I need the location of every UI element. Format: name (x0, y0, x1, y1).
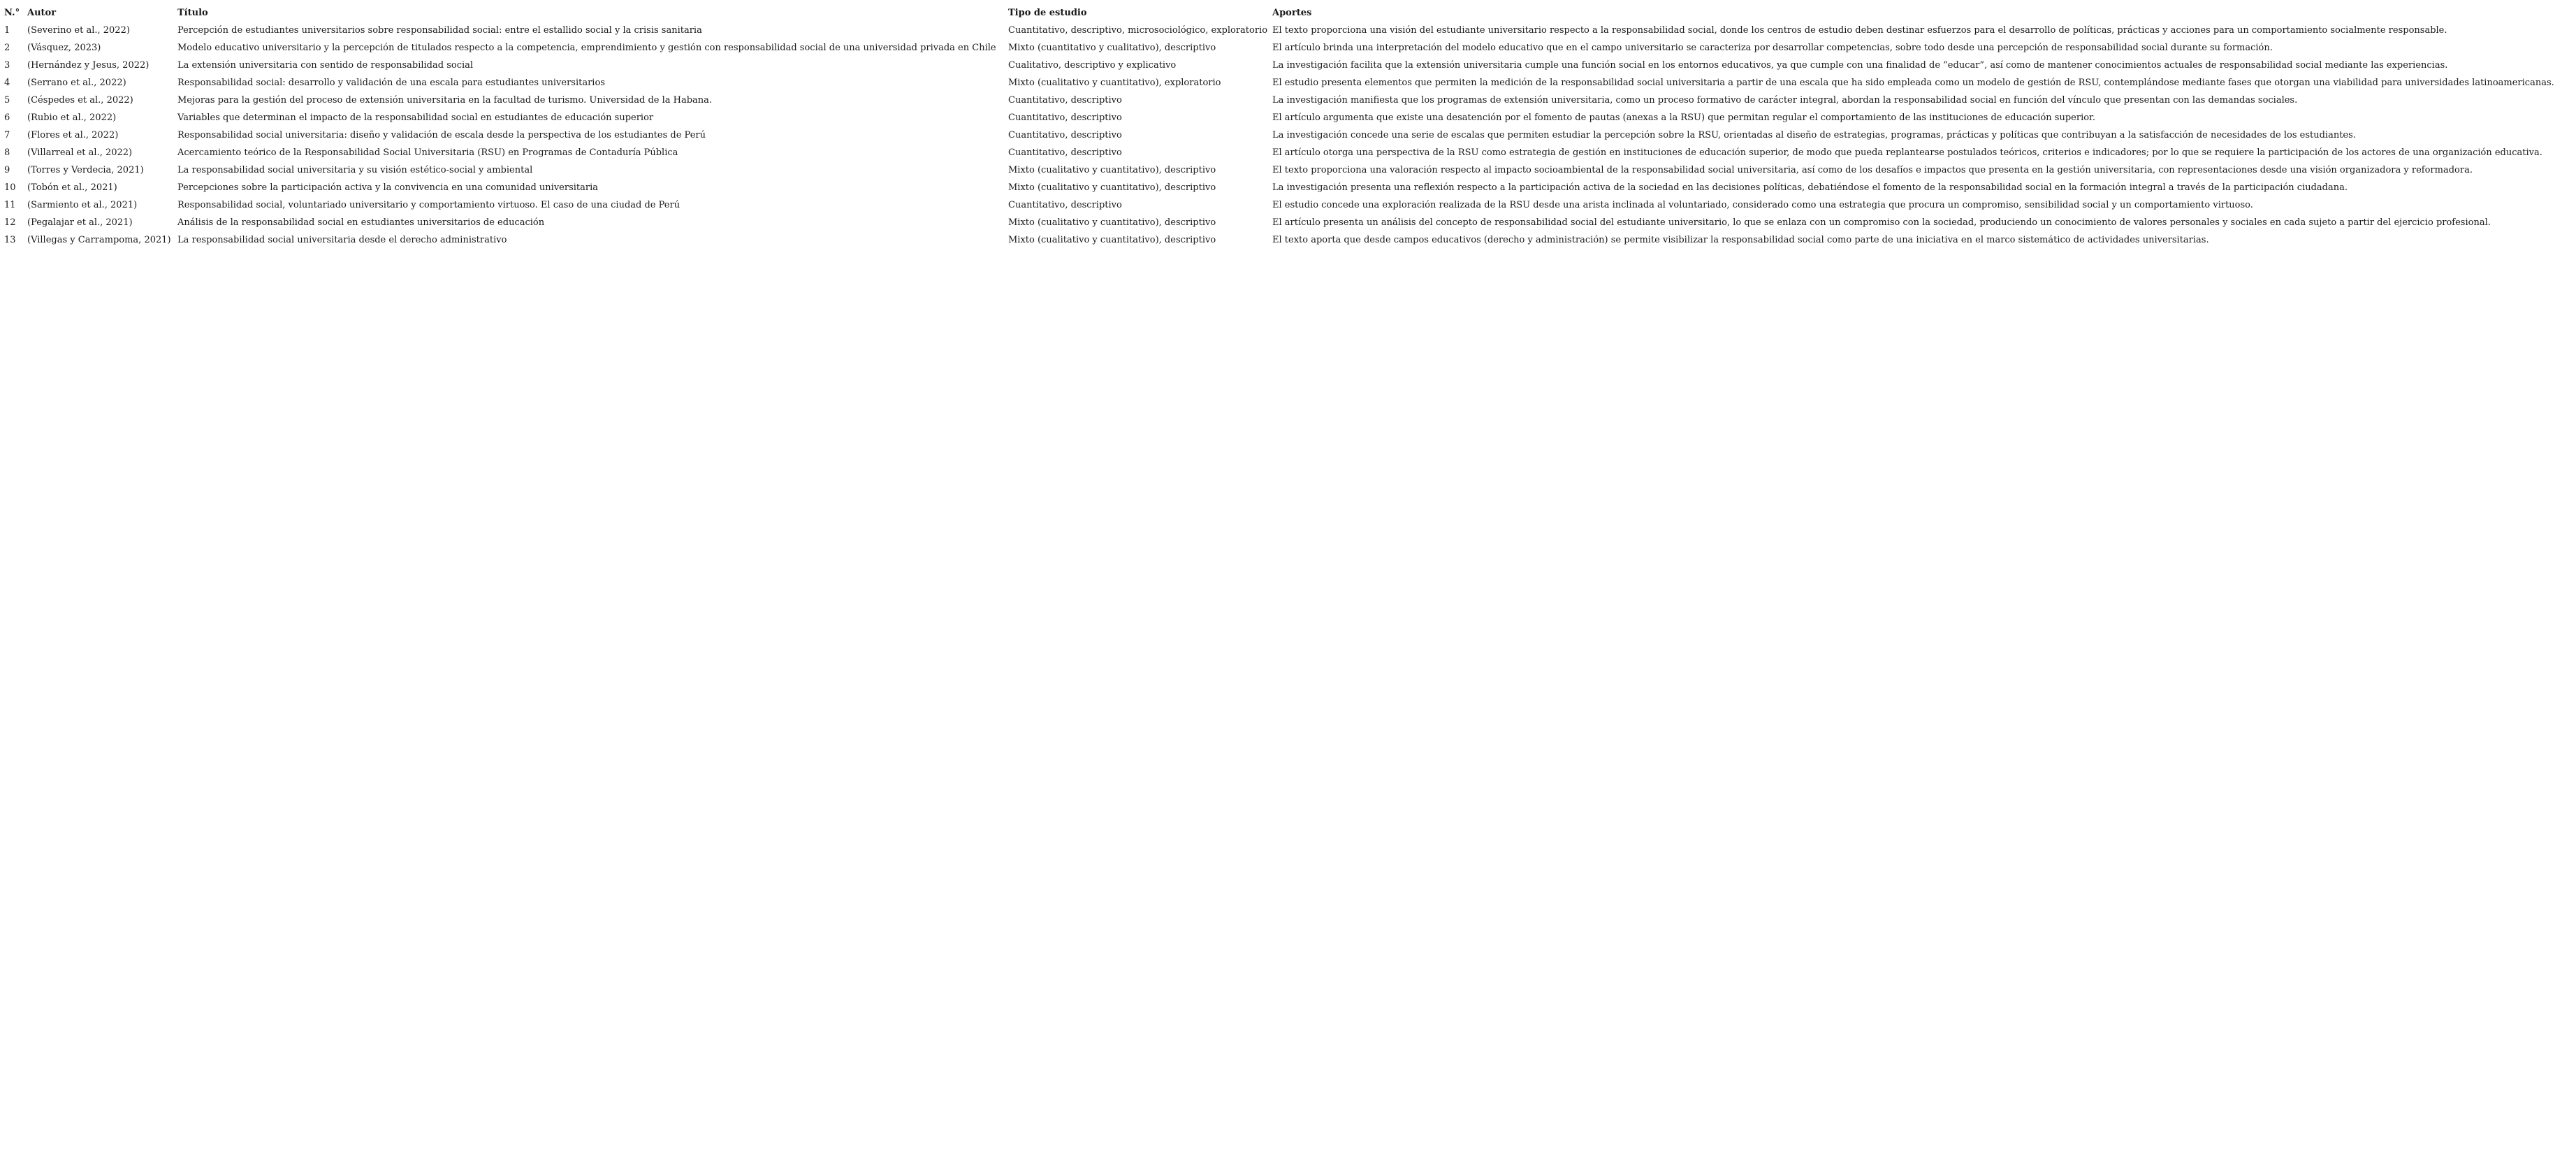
cell-num: 5 (4, 95, 10, 106)
cell-autor: (Serrano et al., 2022) (27, 78, 126, 88)
cell-titulo: Percepción de estudiantes universitarios sobre responsabilidad social: entre el estallido social y la crisis sanitaria (177, 25, 702, 36)
cell-titulo: Responsabilidad social, voluntariado universitario y comportamiento virtuoso. El caso de una ciudad de Perú (177, 200, 681, 210)
cell-autor: (Hernández y Jesus, 2022) (27, 60, 150, 71)
cell-tipo: Mixto (cualitativo y cuantitativo), descriptivo (1008, 217, 1216, 228)
cell-autor: (Tobón et al., 2021) (27, 182, 117, 193)
header-row (3, 4, 2572, 22)
cell-titulo: La extensión universitaria con sentido de responsabilidad social (177, 60, 474, 71)
cell-num: 10 (4, 182, 16, 193)
cell-tipo: Mixto (cualitativo y cuantitativo), exploratorio (1008, 78, 1221, 88)
cell-num: 6 (4, 113, 10, 123)
header-titulo: Título (177, 8, 208, 18)
cell-autor: (Flores et al., 2022) (27, 130, 119, 140)
cell-tipo: Mixto (cualitativo y cuantitativo), descriptivo (1008, 182, 1216, 193)
cell-num: 8 (4, 147, 10, 158)
studies-table (3, 4, 2572, 249)
table-row (3, 144, 2572, 161)
cell-autor: (Severino et al., 2022) (27, 25, 130, 36)
cell-aportes: El artículo presenta un análisis del concepto de responsabilidad social del estudiante universitario, lo que se enlaza con un compromiso con la sociedad, produciendo un conocimiento de valores personales y sociales en cada sujeto a partir del ejercicio profesional. (1272, 217, 2491, 228)
cell-num: 12 (4, 217, 16, 228)
cell-num: 2 (4, 43, 10, 53)
cell-aportes: El artículo brinda una interpretación del modelo educativo que en el campo universitario se caracteriza por desarrollar competencias, sobre todo desde una percepción de responsabilidad social durante su formación. (1272, 43, 2273, 53)
cell-titulo: Percepciones sobre la participación activa y la convivencia en una comunidad universitaria (177, 182, 598, 193)
table-row (3, 74, 2572, 92)
cell-autor: (Villarreal et al., 2022) (27, 147, 133, 158)
cell-titulo: Análisis de la responsabilidad social en estudiantes universitarios de educación (177, 217, 545, 228)
cell-tipo: Cualitativo, descriptivo y explicativo (1008, 60, 1177, 71)
cell-aportes: La investigación facilita que la extensión universitaria cumple una función social en los entornos educativos, ya que cumple con una finalidad de “educar”, así como de mantener conocimientos actuales de responsabilidad social mediante las experiencias. (1272, 60, 2448, 71)
cell-aportes: El texto proporciona una visión del estudiante universitario respecto a la responsabilidad social, donde los centros de estudio deben destinar esfuerzos para el desarrollo de políticas, prácticas y acciones para un comportamiento socialmente responsable. (1272, 25, 2447, 36)
cell-num: 1 (4, 25, 10, 36)
header-autor: Autor (27, 8, 57, 18)
table-header (3, 4, 2572, 22)
header-aportes: Aportes (1272, 8, 1312, 18)
cell-tipo: Cuantitativo, descriptivo (1008, 130, 1122, 140)
cell-tipo: Mixto (cualitativo y cuantitativo), descriptivo (1008, 235, 1216, 245)
table-row (3, 231, 2572, 249)
cell-aportes: La investigación manifiesta que los programas de extensión universitaria, como un proceso formativo de carácter integral, abordan la responsabilidad social en función del vínculo que presentan con las demandas sociales. (1272, 95, 2298, 106)
table-row (3, 126, 2572, 144)
cell-autor: (Villegas y Carrampoma, 2021) (27, 235, 171, 245)
cell-tipo: Cuantitativo, descriptivo (1008, 113, 1122, 123)
cell-aportes: La investigación presenta una reflexión respecto a la participación activa de la sociedad en las decisiones políticas, debatiéndose el fomento de la responsabilidad social en la formación integral a través de la participación ciudadana. (1272, 182, 2348, 193)
table-body (3, 22, 2572, 249)
cell-autor: (Vásquez, 2023) (27, 43, 101, 53)
cell-tipo: Cuantitativo, descriptivo, microsociológico, exploratorio (1008, 25, 1268, 36)
table-row (3, 214, 2572, 231)
cell-titulo: La responsabilidad social universitaria y su visión estético-social y ambiental (177, 165, 533, 175)
table-row (3, 92, 2572, 109)
table-row (3, 179, 2572, 196)
cell-titulo: Acercamiento teórico de la Responsabilidad Social Universitaria (RSU) en Programas de Contaduría Pública (177, 147, 678, 158)
cell-autor: (Sarmiento et al., 2021) (27, 200, 138, 210)
cell-num: 3 (4, 60, 10, 71)
document-page (0, 0, 2576, 249)
cell-autor: (Céspedes et al., 2022) (27, 95, 133, 106)
cell-titulo: Modelo educativo universitario y la percepción de titulados respecto a la competencia, emprendimiento y gestión con responsabilidad social de una universidad privada en Chile (177, 43, 996, 53)
table-row (3, 39, 2572, 57)
cell-tipo: Cuantitativo, descriptivo (1008, 200, 1122, 210)
table-row (3, 196, 2572, 214)
cell-num: 13 (4, 235, 16, 245)
cell-tipo: Cuantitativo, descriptivo (1008, 147, 1122, 158)
cell-tipo: Cuantitativo, descriptivo (1008, 95, 1122, 106)
cell-titulo: Responsabilidad social: desarrollo y validación de una escala para estudiantes universitarios (177, 78, 605, 88)
table-row (3, 22, 2572, 39)
cell-aportes: La investigación concede una serie de escalas que permiten estudiar la percepción sobre la RSU, orientadas al diseño de estrategias, programas, prácticas y políticas que contribuyan a la satisfacción de necesidades de los estudiantes. (1272, 130, 2356, 140)
cell-num: 7 (4, 130, 10, 140)
header-tipo: Tipo de estudio (1008, 8, 1087, 18)
table-row (3, 57, 2572, 74)
cell-titulo: Variables que determinan el impacto de la responsabilidad social en estudiantes de educación superior (177, 113, 654, 123)
cell-aportes: El estudio concede una exploración realizada de la RSU desde una arista inclinada al voluntariado, considerado como una estrategia que procura un compromiso, sensibilidad social y un comportamiento virtuoso. (1272, 200, 2253, 210)
cell-aportes: El texto proporciona una valoración respecto al impacto socioambiental de la responsabilidad social universitaria, así como de los desafíos e impactos que presenta en la gestión universitaria, con representaciones desde una visión organizadora y reformadora. (1272, 165, 2473, 175)
cell-tipo: Mixto (cuantitativo y cualitativo), descriptivo (1008, 43, 1216, 53)
cell-num: 4 (4, 78, 10, 88)
cell-aportes: El texto aporta que desde campos educativos (derecho y administración) se permite visibilizar la responsabilidad social como parte de una iniciativa en el marco sistemático de actividades universitarias. (1272, 235, 2209, 245)
cell-autor: (Rubio et al., 2022) (27, 113, 117, 123)
cell-titulo: Responsabilidad social universitaria: diseño y validación de escala desde la perspectiva de los estudiantes de Perú (177, 130, 706, 140)
cell-tipo: Mixto (cualitativo y cuantitativo), descriptivo (1008, 165, 1216, 175)
header-num: N.° (4, 8, 20, 18)
cell-num: 11 (4, 200, 16, 210)
table-row (3, 109, 2572, 126)
cell-num: 9 (4, 165, 10, 175)
cell-titulo: La responsabilidad social universitaria desde el derecho administrativo (177, 235, 507, 245)
cell-titulo: Mejoras para la gestión del proceso de extensión universitaria en la facultad de turismo. Universidad de la Habana. (177, 95, 713, 106)
cell-aportes: El artículo otorga una perspectiva de la RSU como estrategia de gestión en instituciones de educación superior, de modo que pueda replantearse postulados teóricos, criterios e indicadores; por lo que se requiere la participación de los actores de una organización educativa. (1272, 147, 2542, 158)
table-row (3, 161, 2572, 179)
cell-autor: (Pegalajar et al., 2021) (27, 217, 133, 228)
cell-aportes: El artículo argumenta que existe una desatención por el fomento de pautas (anexas a la RSU) que permitan regular el comportamiento de las instituciones de educación superior. (1272, 113, 2095, 123)
cell-aportes: El estudio presenta elementos que permiten la medición de la responsabilidad social universitaria a partir de una escala que ha sido empleada como un modelo de gestión de RSU, contemplándose mediante fases que otorgan una viabilidad para universidades latinoamericanas. (1272, 78, 2554, 88)
cell-autor: (Torres y Verdecia, 2021) (27, 165, 144, 175)
